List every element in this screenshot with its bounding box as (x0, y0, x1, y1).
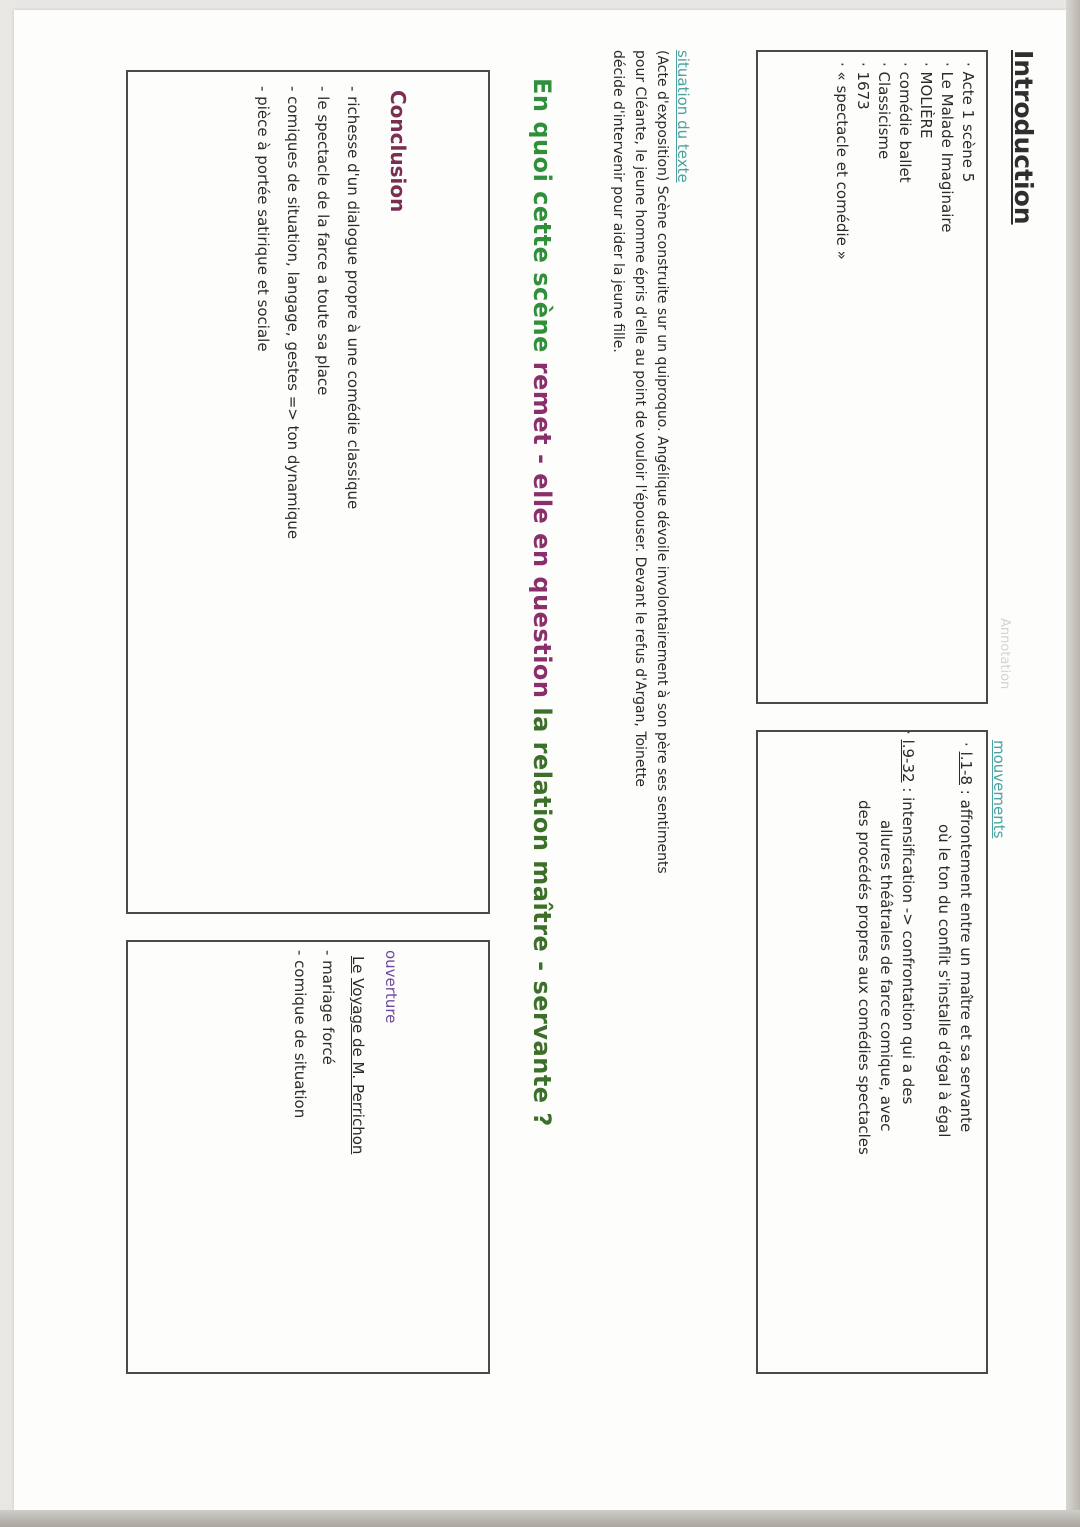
situation-line-3: décide d'intervenir pour aider la jeune fille. (610, 50, 626, 353)
introduction-list (831, 62, 978, 260)
problematique-question (528, 78, 556, 1127)
ouverture-work-title: Voyage de M. Perrichon (349, 978, 367, 1155)
movement-2-line3: des procédés propres aux comédies spectacles (855, 800, 873, 1155)
situation-label: situation du texte (674, 50, 692, 183)
list-item: - pièce à portée satirique et sociale (254, 86, 272, 352)
conclusion-title: Conclusion (386, 90, 410, 213)
list-item: · MOLIÈRE (917, 62, 935, 139)
question-part-1: En quoi cette scène (528, 78, 556, 353)
ouverture-label: ouverture (382, 950, 400, 1024)
list-item: - comiques de situation, langage, gestes => ton dynamique (284, 86, 302, 540)
movement-1-ref: l.1-8 (957, 751, 975, 785)
question-part-2: remet - elle en question (528, 361, 556, 699)
list-item: · « spectacle et comédie » (833, 62, 851, 260)
list-item: · Le Malade Imaginaire (938, 62, 956, 233)
conclusion-list (248, 86, 368, 539)
movement-2-ref: l.9-32 (899, 739, 917, 783)
ouverture-item-2: - comique de situation (291, 950, 309, 1119)
page-edge (1066, 0, 1080, 1527)
ouverture-prefix: Le (349, 956, 367, 974)
movement-2-text: intensification -> confrontation qui a des (899, 797, 917, 1105)
introduction-title: Introduction (1009, 50, 1038, 225)
page-edge-bottom (0, 1510, 1080, 1527)
question-part-3: la relation maître - servante ? (528, 707, 556, 1127)
movement-2-line2: allures théâtrales de farce comique, avec (877, 820, 895, 1132)
list-item: · comédie ballet (896, 62, 914, 183)
mouvements-label: mouvements (990, 740, 1008, 839)
situation-line-1: (Acte d'exposition) Scène construite sur un quiproquo. Angélique dévoile involontairement à son père ses sentiments (654, 50, 670, 874)
list-item: - richesse d'un dialogue propre à une comédie classique (344, 86, 362, 510)
movement-1: · l.1-8 : affrontement entre un maître et sa servante (957, 742, 975, 1133)
ouverture-title-line (347, 956, 368, 1154)
faint-mark: Annotation (997, 618, 1012, 690)
list-item: · 1673 (854, 62, 872, 110)
movement-1-line2: où le ton du conflit s'installe d'égal à égal (935, 824, 953, 1138)
ouverture-item-1: - mariage forcé (319, 950, 337, 1065)
movement-1-text: affrontement entre un maître et sa servante (957, 799, 975, 1133)
situation-line-2: pour Cléante, le jeune homme épris d'elle au point de vouloir l'épouser. Devant le refus d'Argan, Toinette (632, 50, 648, 788)
list-item: · Acte 1 scène 5 (959, 62, 977, 183)
list-item: · Classicisme (875, 62, 893, 160)
notes-content (40, 30, 1040, 1510)
movement-2: · l.9-32 : intensification -> confrontation qui a des (899, 730, 917, 1105)
list-item: - le spectacle de la farce a toute sa place (314, 86, 332, 396)
